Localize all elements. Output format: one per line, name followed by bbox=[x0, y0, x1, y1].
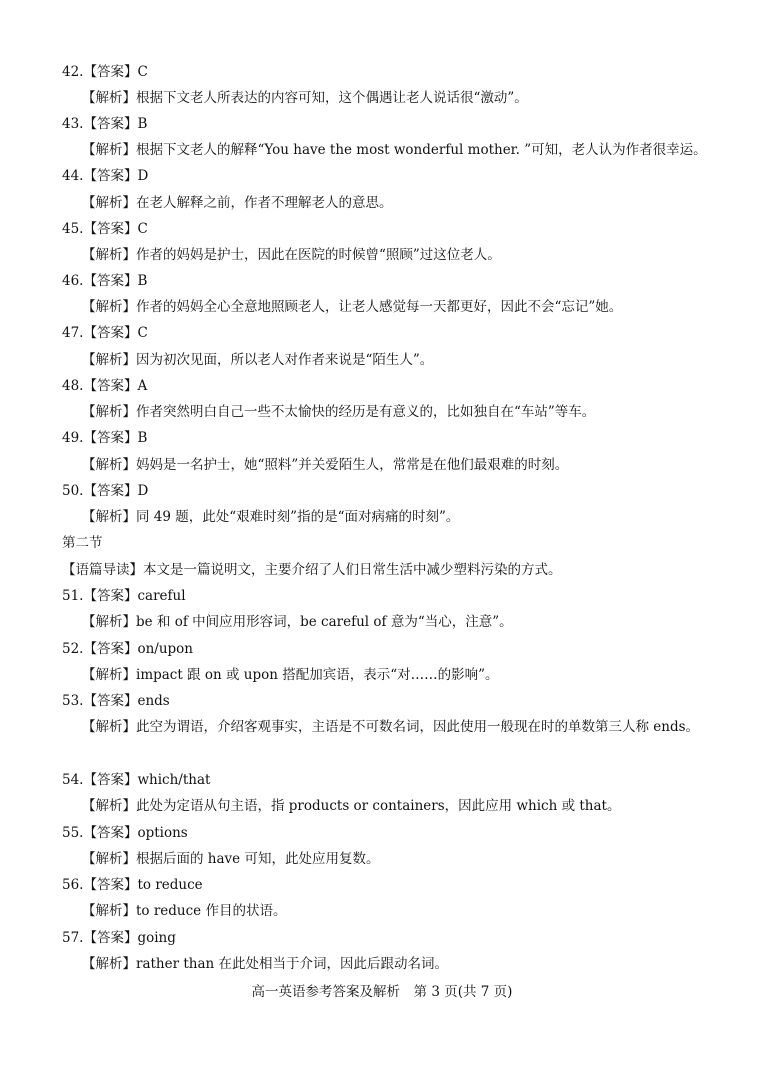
analysis-51: 【解析】be 和 of 中间应用形容词，be careful of 意为“当心，注意”。 bbox=[82, 614, 513, 630]
analysis-50: 【解析】同 49 题，此处“艰难时刻”指的是“面对病痛的时刻”。 bbox=[82, 509, 460, 525]
answer-52: 52.【答案】on/upon bbox=[62, 641, 193, 657]
answer-46: 46.【答案】B bbox=[62, 273, 148, 289]
answer-55: 55.【答案】options bbox=[62, 825, 188, 841]
analysis-46: 【解析】作者的妈妈全心全意地照顾老人，让老人感觉每一天都更好，因此不会“忘记”她。 bbox=[82, 299, 623, 315]
section-heading: 第二节 bbox=[62, 535, 103, 551]
analysis-52: 【解析】impact 跟 on 或 upon 搭配加宾语，表示“对……的影响”。 bbox=[82, 667, 499, 683]
answer-45: 45.【答案】C bbox=[62, 221, 148, 237]
analysis-42: 【解析】根据下文老人所表达的内容可知，这个偶遇让老人说话很“激动”。 bbox=[82, 90, 528, 106]
answer-49: 49.【答案】B bbox=[62, 430, 148, 446]
analysis-57: 【解析】rather than 在此处相当于介词，因此后跟动名词。 bbox=[82, 956, 449, 972]
answer-56: 56.【答案】to reduce bbox=[62, 877, 203, 893]
analysis-48: 【解析】作者突然明白自己一些不太愉快的经历是有意义的，比如独自在“车站”等车。 bbox=[82, 404, 596, 420]
answer-57: 57.【答案】going bbox=[62, 930, 176, 946]
analysis-54: 【解析】此处为定语从句主语，指 products or containers，因此应用 which 或 that。 bbox=[82, 798, 621, 814]
analysis-56: 【解析】to reduce 作目的状语。 bbox=[82, 903, 287, 919]
answer-51: 51.【答案】careful bbox=[62, 588, 186, 604]
analysis-44: 【解析】在老人解释之前，作者不理解老人的意思。 bbox=[82, 195, 393, 211]
answer-43: 43.【答案】B bbox=[62, 116, 148, 132]
analysis-47: 【解析】因为初次见面，所以老人对作者来说是“陌生人”。 bbox=[82, 352, 434, 368]
analysis-43: 【解析】根据下文老人的解释“You have the most wonderful mother. ”可知，老人认为作者很幸运。 bbox=[82, 142, 707, 158]
answer-44: 44.【答案】D bbox=[62, 168, 149, 184]
analysis-45: 【解析】作者的妈妈是护士，因此在医院的时候曾“照顾”过这位老人。 bbox=[82, 247, 501, 263]
answer-48: 48.【答案】A bbox=[62, 378, 148, 394]
answer-53: 53.【答案】ends bbox=[62, 693, 170, 709]
analysis-53: 【解析】此空为谓语，介绍客观事实，主语是不可数名词，因此使用一般现在时的单数第三人称 ends。 bbox=[82, 719, 700, 735]
answer-42: 42.【答案】C bbox=[62, 64, 148, 80]
page-footer: 高一英语参考答案及解析 第 3 页(共 7 页) bbox=[251, 984, 513, 1000]
answer-54: 54.【答案】which/that bbox=[62, 772, 211, 788]
answer-50: 50.【答案】D bbox=[62, 483, 149, 499]
answer-47: 47.【答案】C bbox=[62, 325, 148, 341]
analysis-55: 【解析】根据后面的 have 可知，此处应用复数。 bbox=[82, 851, 380, 867]
reading-guide: 【语篇导读】本文是一篇说明文，主要介绍了人们日常生活中减少塑料污染的方式。 bbox=[62, 562, 562, 578]
analysis-49: 【解析】妈妈是一名护士，她“照料”并关爱陌生人，常常是在他们最艰难的时刻。 bbox=[82, 457, 569, 473]
